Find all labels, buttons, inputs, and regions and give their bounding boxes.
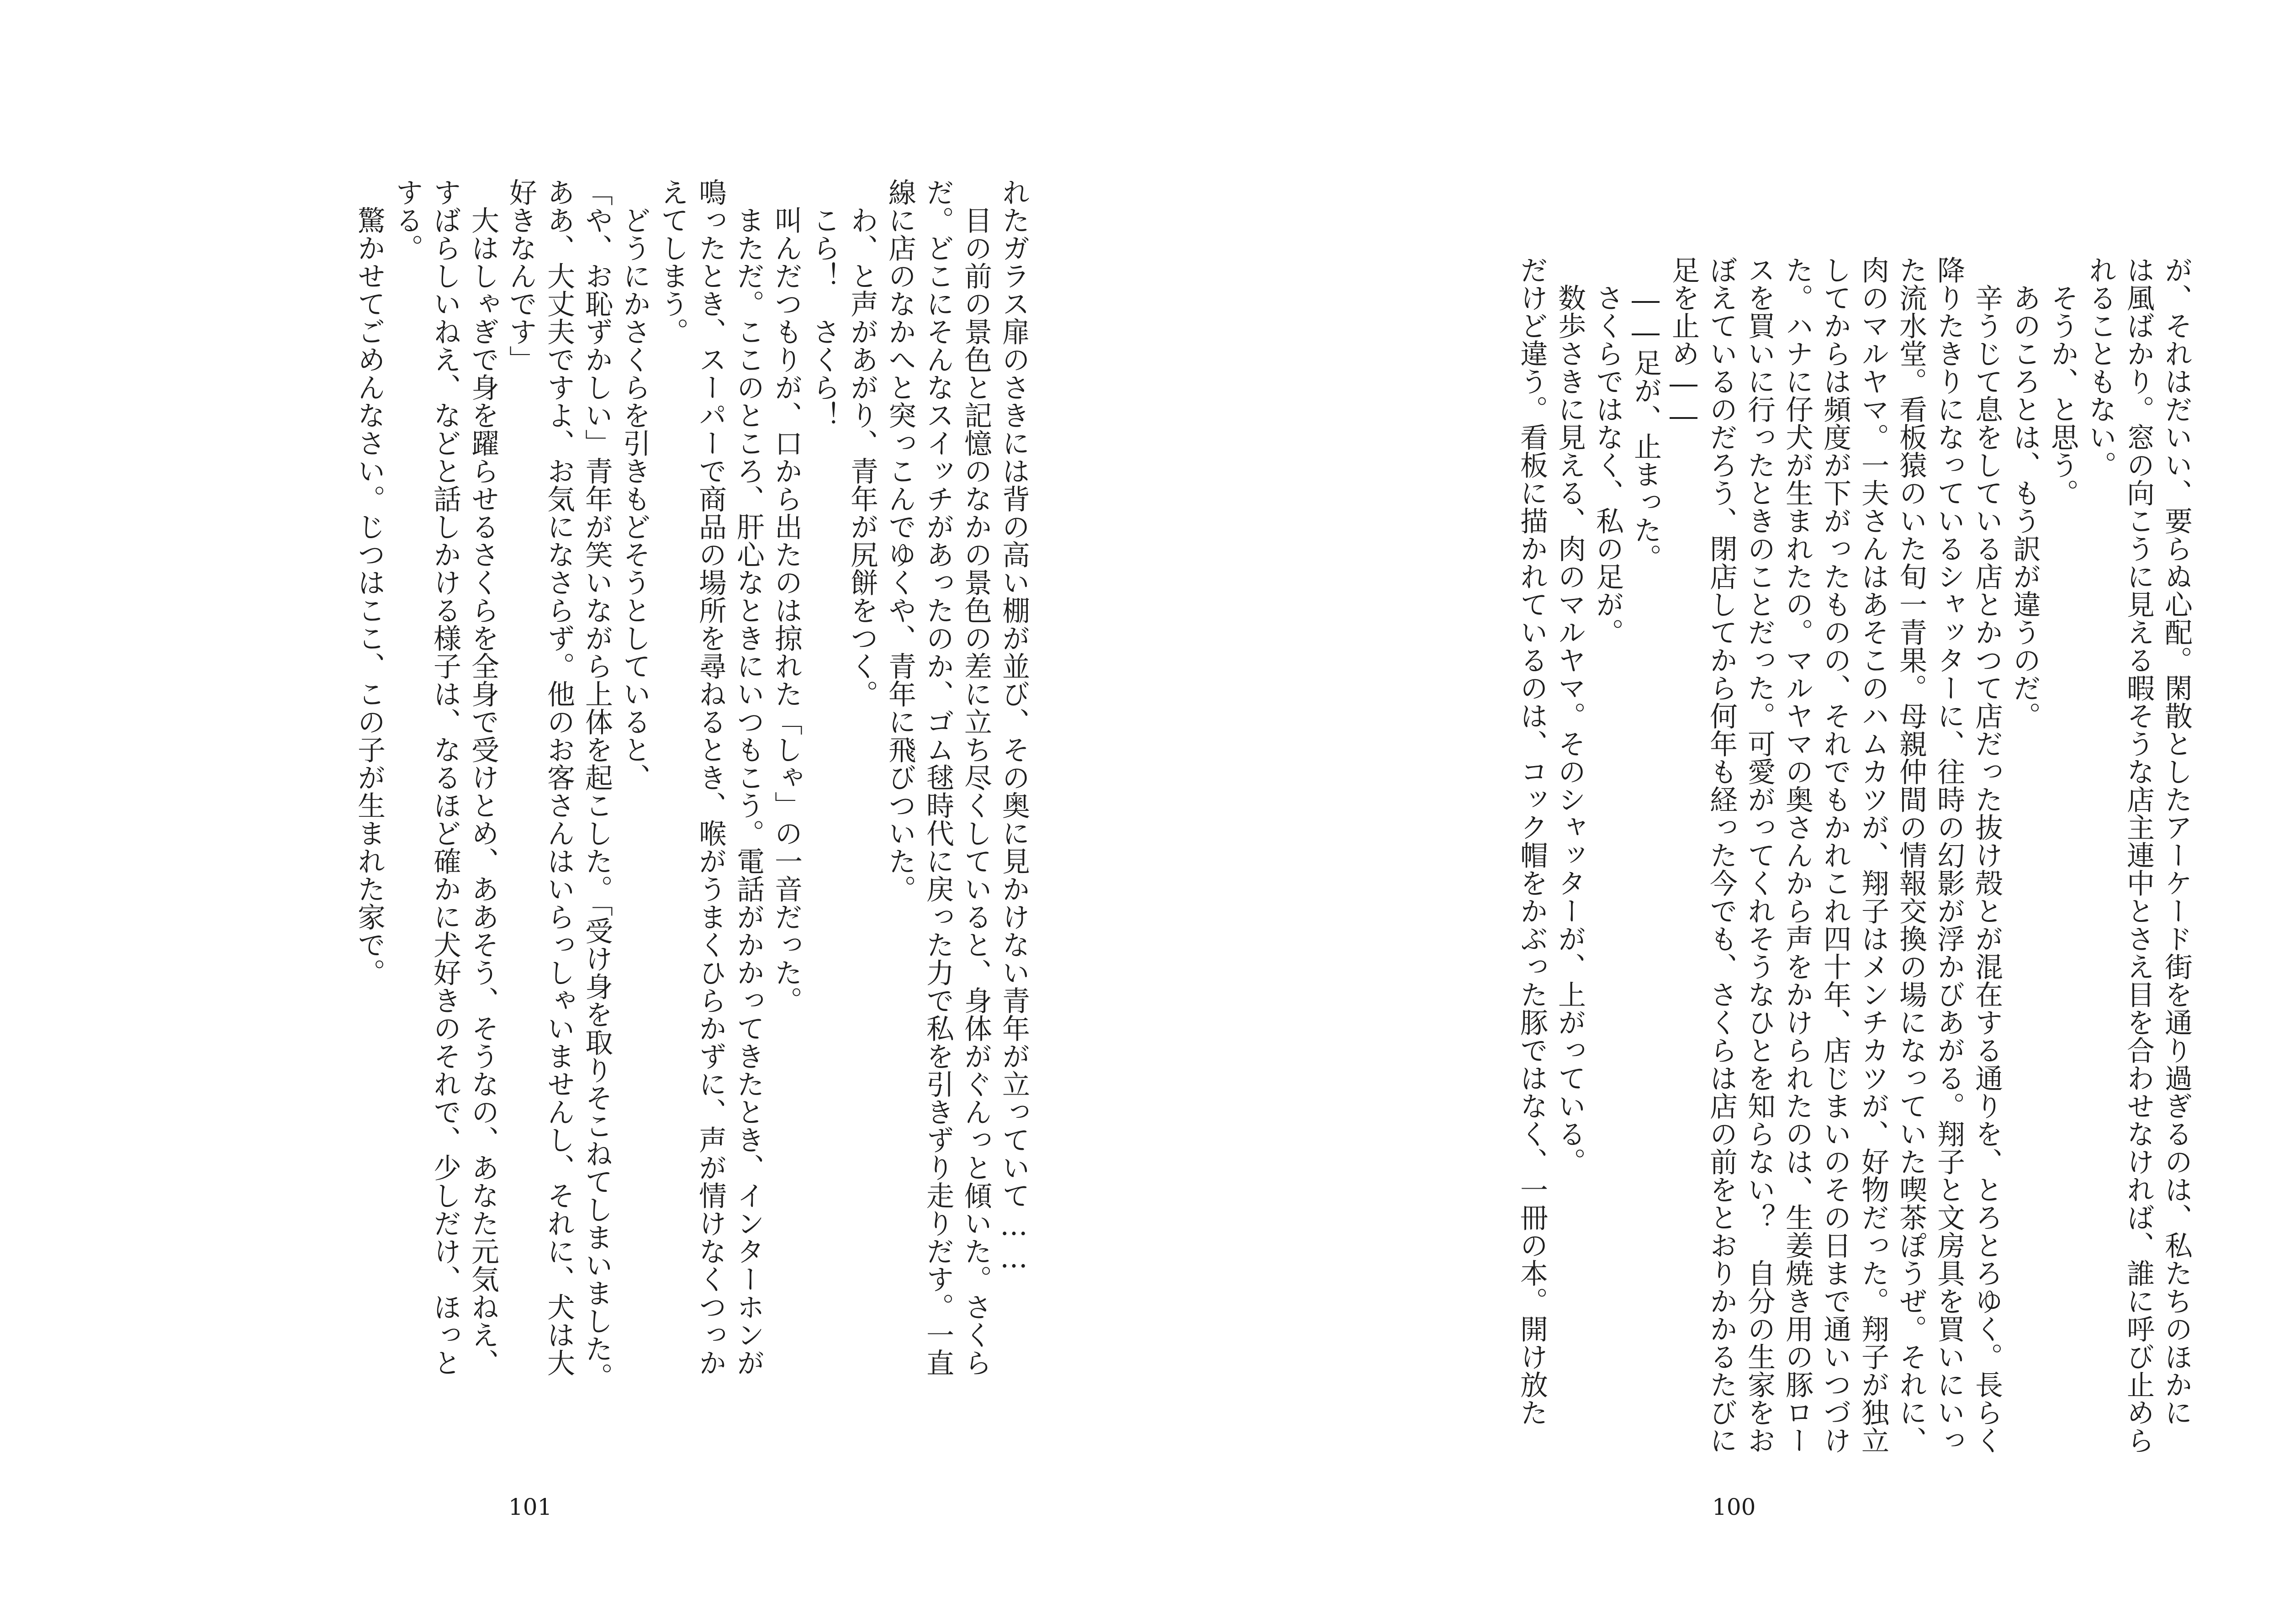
text-line: 「や、お恥ずかしい」青年が笑いながら上体を起こした。「受け身を取りそこねてしまいました。	[581, 178, 613, 1391]
page-number: 101	[508, 1494, 552, 1520]
text-line: れたガラス扉のさきには背の高い棚が並び、その奥に見かけない青年が立っていて……	[998, 178, 1030, 1274]
text-line: スを買いに行ったときのことだった。可愛がってくれそうなひとを知らない？ 自分の生家をお	[1743, 256, 1776, 1454]
text-line: 目の前の景色と記憶のなかの景色の差に立ち尽くしていると、身体がぐんっと傾いた。さくら	[960, 178, 992, 1376]
text-line: 叫んだつもりが、口から出たのは掠れた「しゃ」の一音だった。	[770, 178, 803, 1014]
text-line: 足を止め――	[1667, 256, 1700, 432]
text-line: どうにかさくらを引きもどそうとしていると、	[619, 178, 651, 791]
text-line: まただ。ここのところ、肝心なときにいつもこう。電話がかかってきたとき、インターホンが	[732, 178, 765, 1376]
text-line: えてしまう。	[656, 178, 689, 345]
page-number: 100	[1712, 1494, 1756, 1520]
text-line: する。	[391, 178, 423, 262]
text-line: ぼえているのだろう、閉店してから何年も経った今でも、さくらは店の前をとおりかかるたびに	[1705, 256, 1738, 1454]
text-line: わ、と声があがり、青年が尻餅をつく。	[846, 178, 878, 708]
text-line: れることもない。	[2084, 256, 2117, 479]
text-line: ああ、大丈夫ですよ、お気になさらず。他のお客さんはいらっしゃいませんし、それに、犬は大	[543, 178, 575, 1376]
text-line: だけど違う。看板に描かれているのは、コック帽をかぶった豚ではなく、一冊の本。開け放た	[1516, 256, 1548, 1426]
right-page-text	[1142, 0, 2284, 1624]
text-line: だ。どこにそんなスイッチがあったのか、ゴム毬時代に戻った力で私を引きずり走りだす。一直	[922, 178, 954, 1376]
text-line: 好きなんです」	[505, 178, 537, 373]
text-line: 大はしゃぎで身を躍らせるさくらを全身で受けとめ、ああそう、そうなの、あなた元気ねえ、	[467, 178, 499, 1376]
text-line: 辛うじて息をしている店とかつて店だった抜け殻とが混在する通りを、とろとろゆく。長らく	[1971, 256, 2003, 1454]
text-line: こら！ さくら！	[808, 178, 841, 429]
text-line: た。ハナに仔犬が生まれたの。マルヤマの奥さんから声をかけられたのは、生姜焼き用の豚ロー	[1781, 256, 1813, 1454]
text-line: してからは頻度が下がったものの、それでもかれこれ四十年、店じまいのその日まで通いつづけ	[1819, 256, 1851, 1454]
text-line: が、それはだいい、要らぬ心配。閑散としたアーケード街を通り過ぎるのは、私たちのほかに	[2160, 256, 2193, 1426]
right-page	[1142, 0, 2284, 1624]
text-line: 数歩さきに見える、肉のマルヤマ。そのシャッターが、上がっている。	[1554, 256, 1586, 1175]
text-line: 降りたきりになっているシャッターに、往時の幻影が浮かびあがる。翔子と文房具を買いにいっ	[1933, 256, 1965, 1454]
text-line: 線に店のなかへと突っこんでゆくや、青年に飛びついた。	[884, 178, 916, 903]
text-line: 驚かせてごめんなさい。じつはここ、この子が生まれた家で。	[353, 178, 386, 986]
text-line: あのころとは、もう訳が違うのだ。	[2009, 256, 2041, 730]
text-line: た流水堂。看板猿のいた旬一青果。母親仲間の情報交換の場になっていた喫茶ぽうぜ。それに、	[1895, 256, 1927, 1454]
text-line: そうか、と思う。	[2046, 256, 2079, 507]
text-line: は風ばかり。窓の向こうに見える暇そうな店主連中とさえ目を合わせなければ、誰に呼び止めら	[2122, 256, 2155, 1454]
text-line: さくらではなく、私の足が。	[1591, 256, 1624, 646]
text-line: 肉のマルヤマ。一夫さんはあそこのハムカツが、翔子はメンチカツが、好物だった。翔子が独立	[1857, 256, 1889, 1454]
text-line: ――足が、止まった。	[1629, 256, 1662, 571]
text-line: すばらしいねえ、などと話しかける様子は、なるほど確かに犬好きのそれで、少しだけ、ほっと	[429, 178, 461, 1376]
text-line: 鳴ったとき、スーパーで商品の場所を尋ねるとき、喉がうまくひらかずに、声が情けなくつっか	[694, 178, 727, 1376]
